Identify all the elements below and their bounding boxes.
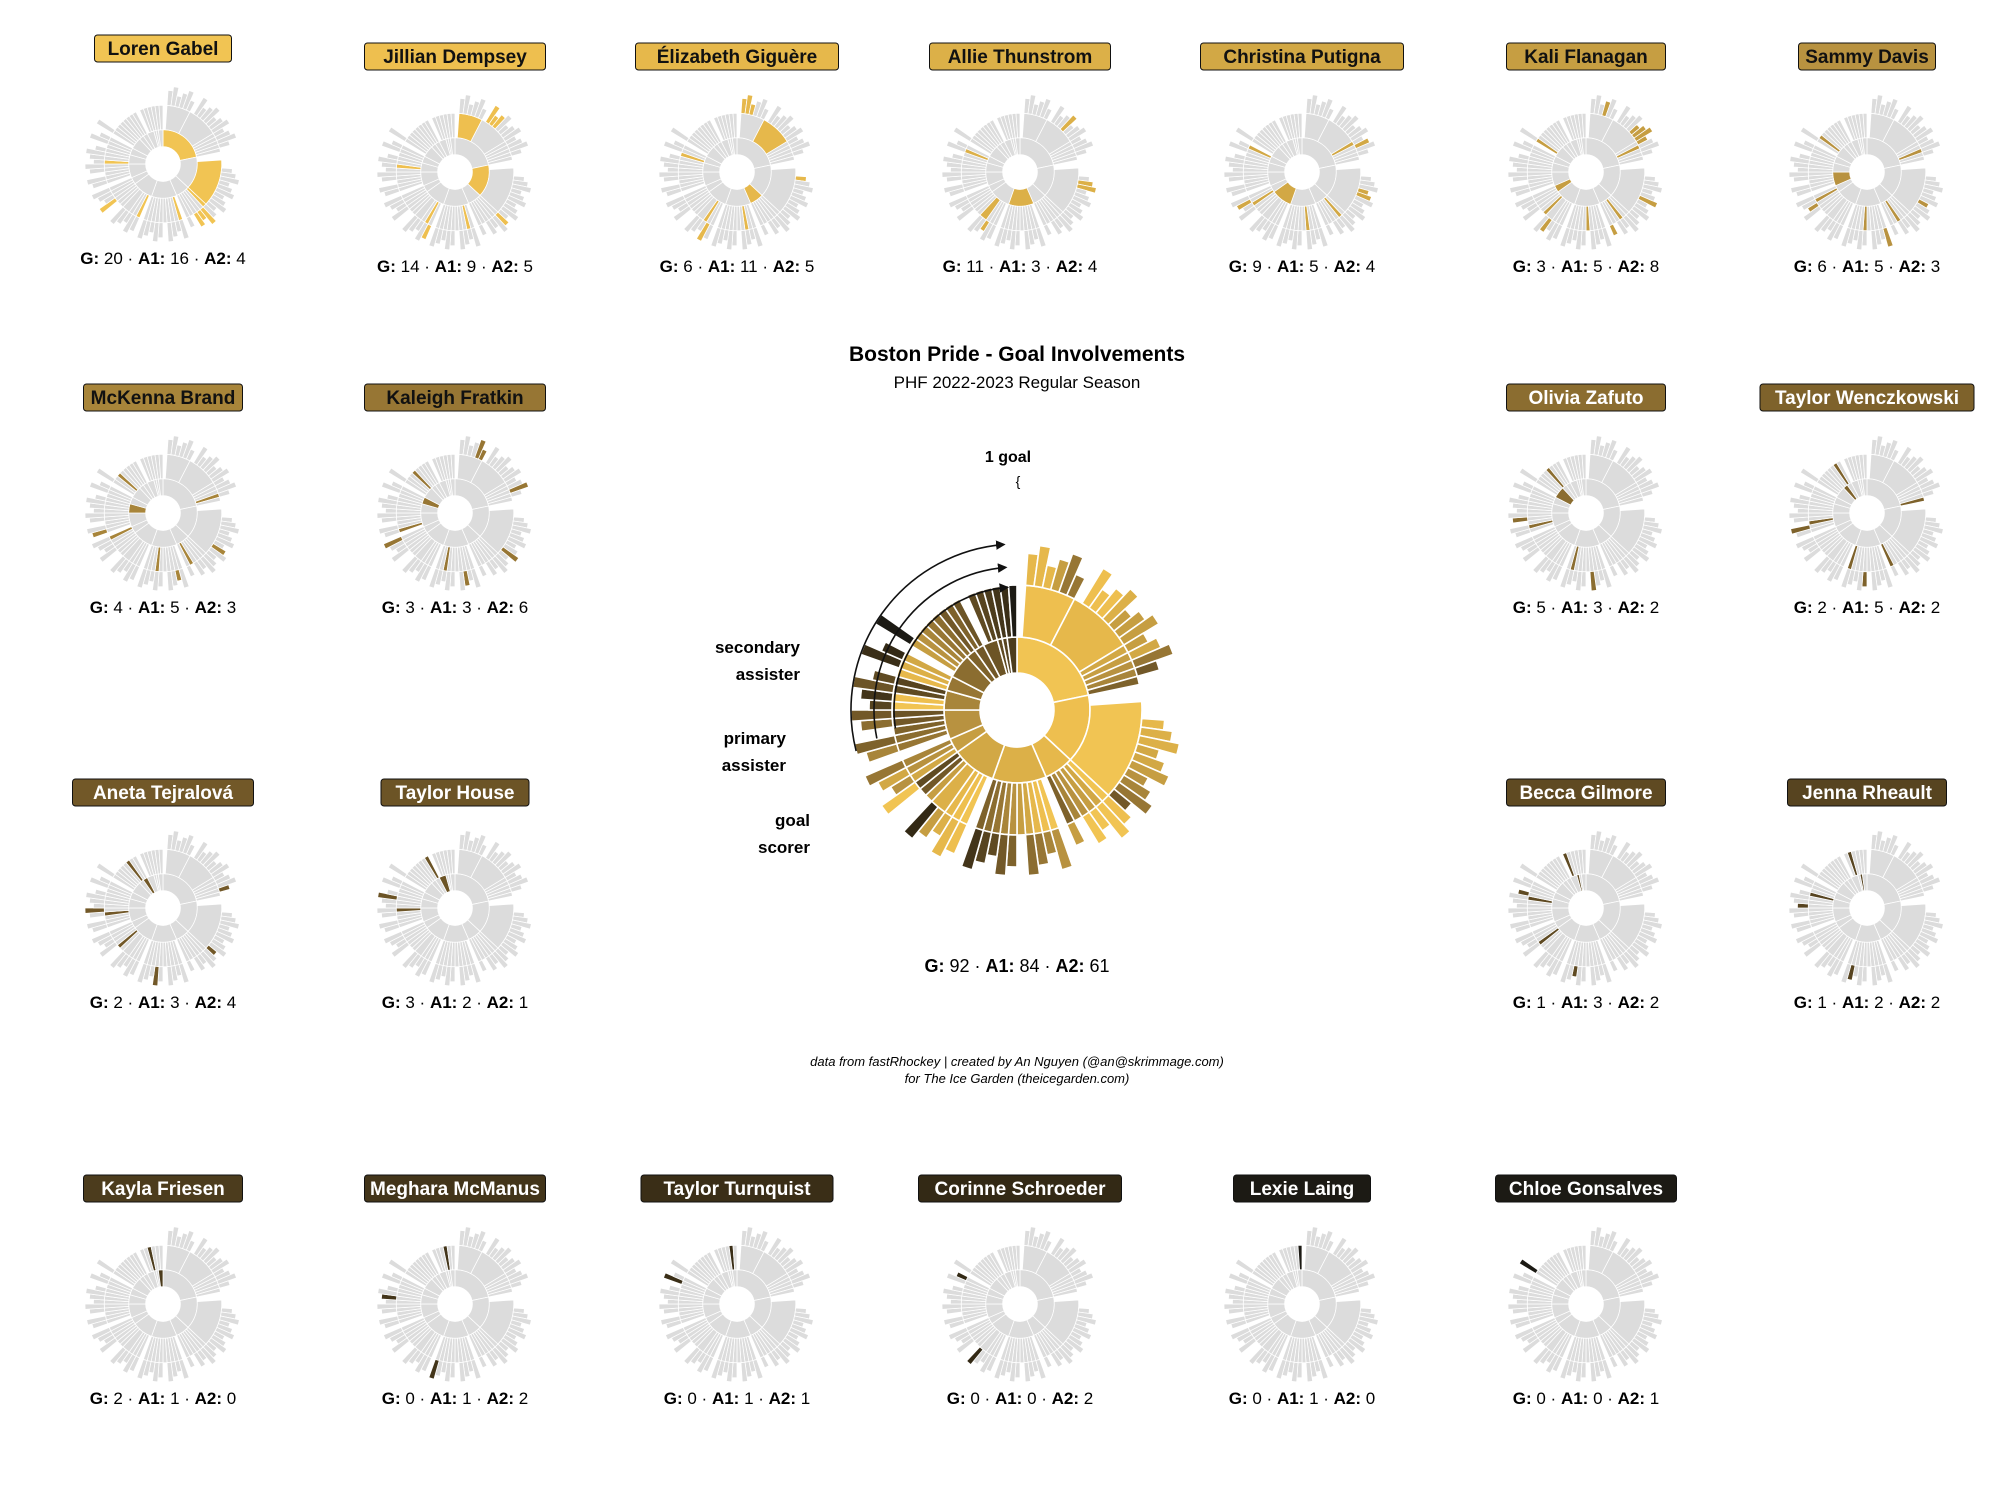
player-1-stat-part: A2: xyxy=(491,257,519,276)
player-18-stat-part: 0 · xyxy=(1022,1389,1052,1408)
player-5-stat-part: A1: xyxy=(1560,257,1589,276)
player-name: Jenna Rheault xyxy=(1802,783,1932,804)
player-16-secondary-arc xyxy=(478,1356,487,1368)
player-13-stat-part: 2 xyxy=(1645,993,1660,1012)
player-2-secondary-arc xyxy=(659,172,678,177)
player-17-stat-part: 0 · xyxy=(682,1389,712,1408)
player-3-stat-part: A2: xyxy=(1055,257,1084,276)
player-3-stat-part: 3 · xyxy=(1026,257,1056,276)
team-stat-part: G: xyxy=(924,956,945,976)
player-16-secondary-arc xyxy=(388,1259,407,1273)
player-1-stat-part: G: xyxy=(377,257,396,276)
player-5-stat-part: 8 xyxy=(1645,257,1660,276)
team-stat-part: A2: xyxy=(1055,956,1085,976)
player-2-stat-part: A2: xyxy=(772,257,801,276)
player-8-stat-part: 6 xyxy=(514,598,529,617)
player-name: McKenna Brand xyxy=(90,388,236,409)
player-7-stat-part: 5 · xyxy=(165,598,195,617)
player-13-stat-part: A1: xyxy=(1560,993,1589,1012)
player-3-secondary-arc xyxy=(942,172,961,177)
primary-label-1: primary xyxy=(723,729,786,748)
player-11-stat-part: A2: xyxy=(194,993,223,1012)
player-15-stat-part: 0 xyxy=(222,1389,237,1408)
player-15-stat-part: 1 · xyxy=(165,1389,195,1408)
brace-glyph: { xyxy=(1015,473,1021,489)
team-stat-part: 92 · xyxy=(944,956,986,976)
player-14-stat-part: 2 · xyxy=(1869,993,1899,1012)
player-4-stat-part: A2: xyxy=(1333,257,1362,276)
player-2-secondary-arc xyxy=(760,224,769,236)
player-0-secondary-arc xyxy=(85,164,104,169)
player-2-secondary-arc xyxy=(670,127,689,141)
player-13-secondary-arc xyxy=(1508,908,1527,913)
player-12-stat-part: A2: xyxy=(486,993,515,1012)
player-4-stat-line xyxy=(1229,257,1375,276)
team-sunburst xyxy=(851,546,1180,976)
player-6-stat-part: A1: xyxy=(1841,257,1870,276)
player-10-stat-part: 2 xyxy=(1926,598,1941,617)
player-17-secondary-arc xyxy=(760,1356,769,1368)
player-9-stat-part: A2: xyxy=(1617,598,1646,617)
player-9-stat-part: G: xyxy=(1512,598,1532,617)
player-12-stat-part: 3 · xyxy=(400,993,430,1012)
player-12-stat-line xyxy=(382,993,528,1012)
player-name: Olivia Zafuto xyxy=(1528,388,1644,409)
player-17-stat-part: A2: xyxy=(768,1389,797,1408)
player-3-stat-line xyxy=(943,257,1098,276)
player-11-stat-part: 3 · xyxy=(165,993,195,1012)
player-7-secondary-arc xyxy=(96,468,115,482)
scorer-label-2: scorer xyxy=(758,838,810,857)
player-2-stat-part: 6 · xyxy=(678,257,708,276)
player-20-stat-part: A1: xyxy=(1560,1389,1589,1408)
player-11-secondary-arc xyxy=(186,960,195,972)
player-7-secondary-arc xyxy=(186,565,195,577)
player-panel xyxy=(930,43,1111,276)
player-name: Lexie Laing xyxy=(1249,1179,1355,1200)
subtitle: PHF 2022-2023 Regular Season xyxy=(893,373,1141,392)
player-13-stat-part: G: xyxy=(1512,993,1532,1012)
player-17-secondary-arc xyxy=(659,1304,678,1309)
team-stat-part: 61 xyxy=(1084,956,1110,976)
player-15-stat-part: 2 · xyxy=(108,1389,138,1408)
player-name: Allie Thunstrom xyxy=(947,47,1093,68)
secondary-label-2: assister xyxy=(735,665,800,684)
credit-line-2: for The Ice Garden (theicegarden.com) xyxy=(904,1071,1130,1086)
player-1-stat-part: 9 · xyxy=(462,257,492,276)
player-17-stat-part: G: xyxy=(663,1389,683,1408)
player-1-secondary-arc xyxy=(377,172,396,177)
player-19-secondary-arc xyxy=(1235,1259,1254,1273)
player-18-stat-line xyxy=(947,1389,1093,1408)
player-11-stat-part: 4 xyxy=(222,993,237,1012)
player-3-stat-part: G: xyxy=(942,257,962,276)
player-panel xyxy=(84,384,243,617)
player-6-stat-line xyxy=(1794,257,1940,276)
player-7-stat-part: G: xyxy=(89,598,109,617)
player-panel xyxy=(1760,384,1974,617)
player-15-secondary-arc xyxy=(186,1356,195,1368)
player-20-secondary-arc xyxy=(1609,1356,1618,1368)
player-panel xyxy=(636,43,839,276)
player-name: Élizabeth Giguère xyxy=(656,47,818,68)
player-19-stat-part: A1: xyxy=(1276,1389,1305,1408)
player-2-stat-part: A1: xyxy=(707,257,736,276)
player-10-stat-part: A1: xyxy=(1841,598,1870,617)
player-0-stat-part: A2: xyxy=(204,249,232,268)
player-19-secondary-arc xyxy=(1325,1356,1334,1368)
player-panel xyxy=(365,384,546,617)
player-9-stat-part: 5 · xyxy=(1531,598,1561,617)
player-16-stat-line xyxy=(382,1389,528,1408)
player-0-stat-part: G: xyxy=(80,249,100,268)
player-panel xyxy=(84,1175,243,1408)
player-16-stat-part: A1: xyxy=(429,1389,458,1408)
player-11-stat-part: 2 · xyxy=(108,993,138,1012)
player-20-stat-part: 1 xyxy=(1645,1389,1660,1408)
player-name: Meghara McManus xyxy=(370,1179,540,1200)
player-8-stat-part: A2: xyxy=(486,598,515,617)
player-20-secondary-arc xyxy=(1519,1259,1538,1273)
player-20-stat-part: A2: xyxy=(1617,1389,1646,1408)
player-16-stat-part: G: xyxy=(381,1389,401,1408)
title: Boston Pride - Goal Involvements xyxy=(848,343,1186,366)
player-7-stat-line xyxy=(90,598,236,617)
player-name: Kaleigh Fratkin xyxy=(386,388,524,409)
player-5-secondary-arc xyxy=(1519,127,1538,141)
player-10-stat-line xyxy=(1794,598,1940,617)
player-1-secondary-arc xyxy=(388,127,407,141)
player-name: Sammy Davis xyxy=(1805,47,1929,68)
player-2-stat-part: 5 xyxy=(800,257,815,276)
player-10-secondary-arc xyxy=(1890,565,1899,577)
player-6-secondary-arc xyxy=(1890,224,1899,236)
player-name: Jillian Dempsey xyxy=(383,47,527,68)
player-0-stat-part: 4 xyxy=(231,249,246,268)
player-12-stat-part: 2 · xyxy=(457,993,487,1012)
player-1-stat-part: 14 · xyxy=(395,257,435,276)
player-13-stat-line xyxy=(1513,993,1659,1012)
player-10-stat-part: 2 · xyxy=(1812,598,1842,617)
player-4-secondary-arc xyxy=(1224,172,1243,177)
player-11-secondary-arc xyxy=(96,863,115,877)
player-5-stat-part: 5 · xyxy=(1588,257,1618,276)
player-panel xyxy=(1224,1175,1378,1408)
player-5-secondary-arc xyxy=(1508,172,1527,177)
player-name: Loren Gabel xyxy=(107,39,219,60)
player-4-secondary-arc xyxy=(1325,224,1334,236)
player-7-secondary-arc xyxy=(85,513,104,518)
player-19-secondary-arc xyxy=(1224,1304,1243,1309)
player-18-secondary-arc xyxy=(942,1304,961,1309)
player-19-stat-part: A2: xyxy=(1333,1389,1362,1408)
player-1-stat-line xyxy=(377,257,533,276)
player-13-stat-part: 3 · xyxy=(1588,993,1618,1012)
player-15-secondary-arc xyxy=(85,1304,104,1309)
player-0-stat-part: 16 · xyxy=(165,249,205,268)
player-2-stat-part: G: xyxy=(659,257,679,276)
player-10-secondary-arc xyxy=(1800,468,1819,482)
player-name: Taylor Wenczkowski xyxy=(1774,388,1960,409)
player-10-secondary-arc xyxy=(1789,513,1808,518)
player-name: Chloe Gonsalves xyxy=(1508,1179,1664,1200)
player-panel xyxy=(80,35,245,268)
player-8-stat-part: 3 · xyxy=(400,598,430,617)
player-3-stat-part: 11 · xyxy=(961,257,1000,276)
player-5-stat-part: G: xyxy=(1512,257,1532,276)
player-6-stat-part: 6 · xyxy=(1812,257,1842,276)
player-14-stat-part: G: xyxy=(1793,993,1813,1012)
player-9-secondary-arc xyxy=(1519,468,1538,482)
player-18-stat-part: A2: xyxy=(1051,1389,1080,1408)
player-8-stat-part: A1: xyxy=(429,598,458,617)
player-15-stat-line xyxy=(90,1389,236,1408)
team-secondary-arc xyxy=(1067,821,1085,846)
player-panel xyxy=(1507,384,1666,617)
player-16-stat-part: 2 xyxy=(514,1389,529,1408)
player-5-secondary-arc xyxy=(1609,224,1618,236)
player-name: Kali Flanagan xyxy=(1524,47,1648,68)
player-10-stat-part: A2: xyxy=(1898,598,1927,617)
player-14-stat-part: 2 xyxy=(1926,993,1941,1012)
player-14-secondary-arc xyxy=(1800,863,1819,877)
player-14-secondary-arc xyxy=(1789,908,1808,913)
player-5-stat-line xyxy=(1513,257,1659,276)
player-15-stat-part: A1: xyxy=(137,1389,166,1408)
player-0-secondary-arc xyxy=(96,119,115,133)
player-4-stat-part: A1: xyxy=(1276,257,1305,276)
player-13-stat-part: A2: xyxy=(1617,993,1646,1012)
player-panel xyxy=(1201,43,1404,276)
player-14-stat-part: A1: xyxy=(1841,993,1870,1012)
player-name: Kayla Friesen xyxy=(101,1179,225,1200)
player-20-stat-line xyxy=(1513,1389,1659,1408)
player-18-secondary-arc xyxy=(1043,1356,1052,1368)
player-panel xyxy=(1507,43,1666,276)
player-14-stat-part: A2: xyxy=(1898,993,1927,1012)
player-18-secondary-arc xyxy=(953,1259,972,1273)
player-panel xyxy=(641,1175,833,1408)
player-19-stat-line xyxy=(1229,1389,1375,1408)
player-18-stat-part: 0 · xyxy=(965,1389,995,1408)
player-17-stat-line xyxy=(664,1389,810,1408)
player-18-stat-part: A1: xyxy=(994,1389,1023,1408)
player-20-secondary-arc xyxy=(1508,1304,1527,1309)
player-15-stat-part: G: xyxy=(89,1389,109,1408)
player-4-stat-part: 9 · xyxy=(1247,257,1277,276)
player-17-secondary-arc xyxy=(670,1259,689,1273)
player-8-secondary-arc xyxy=(388,468,407,482)
player-6-secondary-arc xyxy=(1800,127,1819,141)
primary-label-2: assister xyxy=(721,756,786,775)
player-panel xyxy=(919,1175,1122,1408)
player-5-stat-part: 3 · xyxy=(1531,257,1561,276)
player-20-stat-part: 0 · xyxy=(1531,1389,1561,1408)
player-12-stat-part: A1: xyxy=(429,993,458,1012)
team-stat-part: A1: xyxy=(985,956,1015,976)
scorer-label-1: goal xyxy=(775,811,810,830)
player-17-stat-part: A1: xyxy=(711,1389,740,1408)
player-19-stat-part: G: xyxy=(1228,1389,1248,1408)
player-panel xyxy=(1788,779,1947,1012)
player-12-secondary-arc xyxy=(478,960,487,972)
player-18-stat-part: G: xyxy=(946,1389,966,1408)
player-7-stat-part: 4 · xyxy=(108,598,138,617)
player-panel xyxy=(73,779,254,1012)
player-12-stat-part: 1 xyxy=(514,993,529,1012)
player-2-stat-part: 11 · xyxy=(735,257,773,276)
player-11-stat-line xyxy=(90,993,236,1012)
player-4-stat-part: 5 · xyxy=(1304,257,1334,276)
player-12-secondary-arc xyxy=(388,863,407,877)
player-9-secondary-arc xyxy=(1609,565,1618,577)
player-1-stat-part: A1: xyxy=(434,257,463,276)
player-11-secondary-arc xyxy=(85,908,104,913)
player-3-secondary-arc xyxy=(1043,224,1052,236)
player-panel xyxy=(1496,1175,1677,1408)
player-19-stat-part: 0 xyxy=(1361,1389,1376,1408)
player-15-stat-part: A2: xyxy=(194,1389,223,1408)
player-13-secondary-arc xyxy=(1609,960,1618,972)
player-panel xyxy=(1507,779,1666,1012)
player-10-stat-part: G: xyxy=(1793,598,1813,617)
player-0-stat-part: A1: xyxy=(137,249,166,268)
player-16-stat-part: 1 · xyxy=(457,1389,487,1408)
player-7-stat-part: A1: xyxy=(137,598,166,617)
player-6-stat-part: G: xyxy=(1793,257,1813,276)
player-6-stat-part: 5 · xyxy=(1869,257,1899,276)
player-2-stat-line xyxy=(660,257,815,276)
player-17-stat-part: 1 · xyxy=(739,1389,769,1408)
player-name: Taylor Turnquist xyxy=(663,1179,811,1200)
player-13-stat-part: 1 · xyxy=(1531,993,1561,1012)
player-14-stat-line xyxy=(1794,993,1940,1012)
player-9-stat-part: 2 xyxy=(1645,598,1660,617)
player-7-stat-part: A2: xyxy=(194,598,223,617)
player-12-stat-part: G: xyxy=(381,993,401,1012)
team-stat-line xyxy=(924,956,1109,976)
player-9-stat-part: A1: xyxy=(1560,598,1589,617)
one-goal-label: 1 goal xyxy=(984,449,1032,466)
player-9-stat-line xyxy=(1513,598,1659,617)
player-0-stat-part: 20 · xyxy=(99,249,138,268)
player-panel xyxy=(365,43,546,276)
player-panels xyxy=(73,35,1975,1408)
player-14-stat-part: 1 · xyxy=(1812,993,1842,1012)
player-12-secondary-arc xyxy=(377,908,396,913)
player-5-stat-part: A2: xyxy=(1617,257,1646,276)
player-panel xyxy=(1789,43,1943,276)
player-20-stat-part: G: xyxy=(1512,1389,1532,1408)
player-9-secondary-arc xyxy=(1508,513,1527,518)
player-20-stat-part: 0 · xyxy=(1588,1389,1618,1408)
player-15-secondary-arc xyxy=(96,1259,115,1273)
player-17-stat-part: 1 xyxy=(796,1389,811,1408)
player-3-secondary-arc xyxy=(953,127,972,141)
player-6-stat-part: A2: xyxy=(1898,257,1927,276)
player-13-secondary-arc xyxy=(1519,863,1538,877)
player-19-stat-part: 1 · xyxy=(1304,1389,1334,1408)
team-stat-part: 84 · xyxy=(1014,956,1056,976)
player-panel xyxy=(377,779,531,1012)
player-10-stat-part: 5 · xyxy=(1869,598,1899,617)
secondary-label-1: secondary xyxy=(714,638,800,657)
player-8-stat-part: G: xyxy=(381,598,401,617)
player-8-secondary-arc xyxy=(377,513,396,518)
player-11-stat-part: G: xyxy=(89,993,109,1012)
player-0-stat-line xyxy=(80,249,245,268)
player-panel xyxy=(365,1175,546,1408)
player-6-stat-part: 3 xyxy=(1926,257,1941,276)
player-name: Aneta Tejralová xyxy=(92,783,234,804)
player-11-stat-part: A1: xyxy=(137,993,166,1012)
player-6-secondary-arc xyxy=(1789,172,1808,177)
player-name: Becca Gilmore xyxy=(1519,783,1653,804)
player-name: Taylor House xyxy=(395,783,515,804)
player-1-stat-part: 5 xyxy=(518,257,533,276)
player-9-stat-part: 3 · xyxy=(1588,598,1618,617)
player-1-secondary-arc xyxy=(478,224,487,236)
player-19-stat-part: 0 · xyxy=(1247,1389,1277,1408)
player-4-secondary-arc xyxy=(1235,127,1254,141)
player-7-stat-part: 3 xyxy=(222,598,237,617)
player-8-stat-line xyxy=(382,598,528,617)
player-3-stat-part: A1: xyxy=(999,257,1027,276)
player-14-secondary-arc xyxy=(1890,960,1899,972)
team-secondary-arc xyxy=(875,614,915,645)
player-0-secondary-arc xyxy=(186,216,195,228)
team-secondary-arc xyxy=(851,710,892,721)
player-16-stat-part: A2: xyxy=(486,1389,515,1408)
player-16-secondary-arc xyxy=(377,1304,396,1309)
player-name: Christina Putigna xyxy=(1223,47,1381,68)
player-16-stat-part: 0 · xyxy=(400,1389,430,1408)
credit-line-1: data from fastRhockey | created by An Nguyen (@an@skrimmage.com) xyxy=(810,1054,1224,1069)
player-8-secondary-arc xyxy=(478,565,487,577)
player-name: Corinne Schroeder xyxy=(934,1179,1106,1200)
player-4-stat-part: G: xyxy=(1228,257,1248,276)
player-18-stat-part: 2 xyxy=(1079,1389,1094,1408)
player-4-stat-part: 4 xyxy=(1361,257,1376,276)
player-3-stat-part: 4 xyxy=(1083,257,1098,276)
player-8-stat-part: 3 · xyxy=(457,598,487,617)
